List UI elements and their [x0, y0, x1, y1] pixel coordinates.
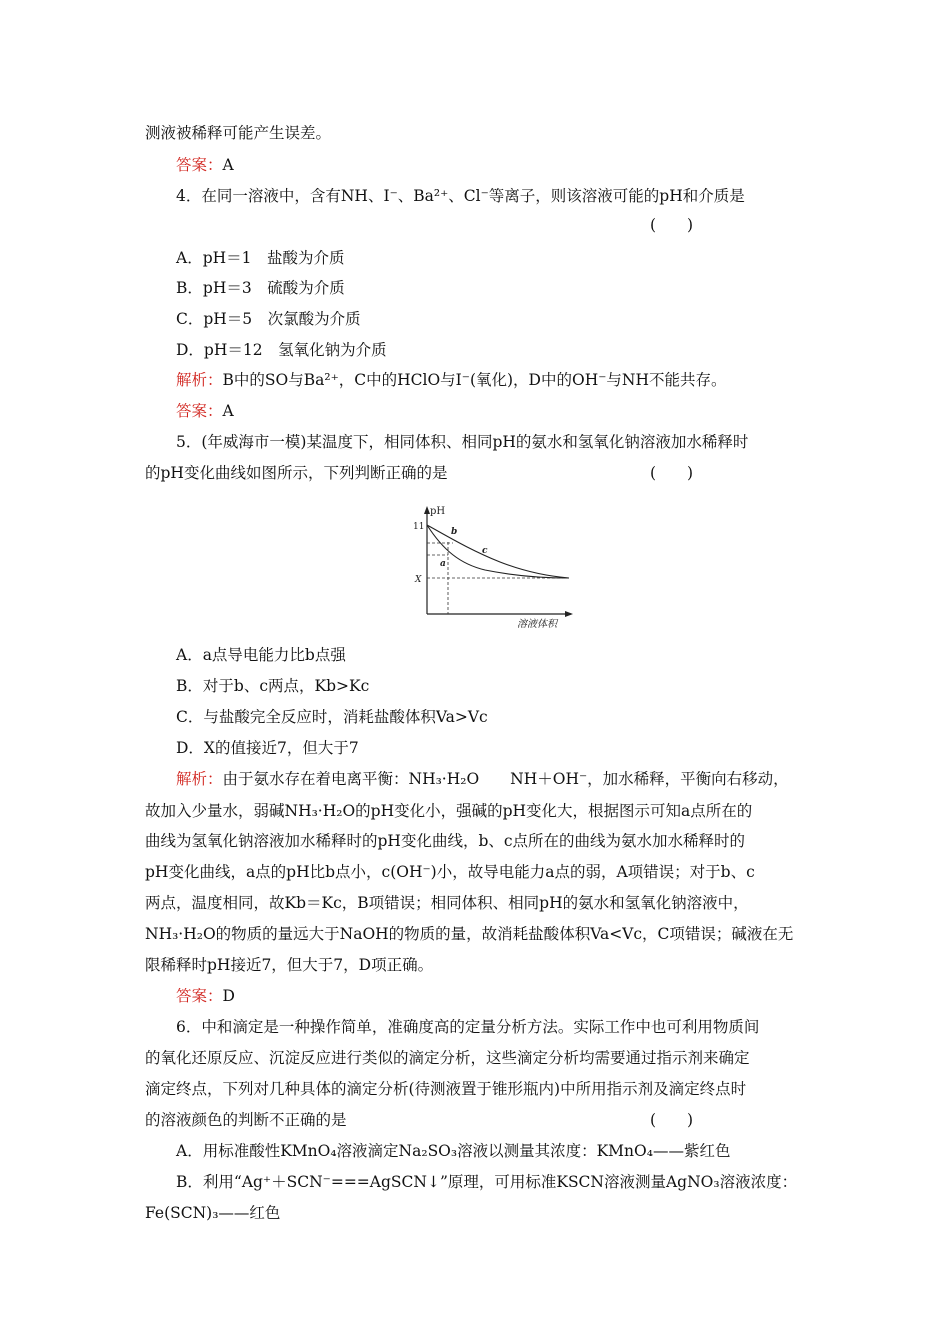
option-b: B．利用“Ag⁺＋SCN⁻===AgSCN↓”原理，可用标准KSCN溶液测量AgNO₃溶液浓度： — [176, 1173, 798, 1191]
y-tick-11: 11 — [413, 522, 425, 532]
explanation-5-line3: 曲线为氢氧化钠溶液加水稀释时的pH变化曲线，b、c点所在的曲线为氨水加水稀释时的 — [145, 832, 746, 850]
explanation-5-line4: pH变化曲线，a点的pH比b点小，c(OH⁻)小，故导电能力a点的弱，A项错误；对于b、c — [145, 863, 755, 881]
answer-label: 答案： — [176, 402, 223, 420]
question-5-line2: 的pH变化曲线如图所示，下列判断正确的是 — [145, 464, 448, 482]
option-a: A．用标准酸性KMnO₄溶液滴定Na₂SO₃溶液以测量其浓度：KMnO₄——紫红色 — [176, 1142, 731, 1160]
explanation-5-line6: NH₃·H₂O的物质的量远大于NaOH的物质的量，故消耗盐酸体积Va<Vc，C项错误；碱液在无 — [145, 925, 794, 943]
y-axis-label: pH — [430, 506, 446, 517]
answer-4 — [176, 399, 846, 423]
point-b-label: b — [451, 527, 458, 537]
x-axis-arrow — [565, 611, 573, 617]
curve-naoh — [427, 525, 569, 578]
question-5-line1: 5．(年威海市一模)某温度下，相同体积、相同pH的氨水和氢氧化钠溶液加水稀释时 — [176, 433, 749, 451]
option-c: C．与盐酸完全反应时，消耗盐酸体积Va>Vc — [176, 708, 488, 726]
option-b: B．对于b、c两点，Kb>Kc — [176, 677, 370, 695]
answer-value: D — [222, 987, 235, 1005]
option-d: D．pH＝12 氢氧化钠为介质 — [176, 341, 387, 359]
explanation-5-line1 — [176, 767, 846, 791]
question-4: 4．在同一溶液中，含有NH、I⁻、Ba²⁺、Cl⁻等离子，则该溶液可能的pH和介质是 — [176, 187, 745, 205]
option-a: A．pH＝1 盐酸为介质 — [176, 249, 345, 267]
point-a-label: a — [440, 559, 446, 569]
explanation-5-line5: 两点，温度相同，故Kb＝Kc，B项错误；相同体积、相同pH的氨水和氢氧化钠溶液中， — [145, 894, 749, 912]
answer-3 — [176, 153, 846, 177]
question-6-line4: 的溶液颜色的判断不正确的是 — [145, 1111, 347, 1129]
answer-value: A — [222, 156, 234, 174]
explanation-label: 解析： — [176, 770, 223, 788]
answer-value: A — [222, 402, 234, 420]
option-a: A．a点导电能力比b点强 — [176, 646, 346, 664]
explanation-label: 解析： — [176, 371, 223, 389]
point-c-label: c — [482, 546, 488, 556]
question-6-line1: 6．中和滴定是一种操作简单，准确度高的定量分析方法。实际工作中也可利用物质间 — [176, 1018, 760, 1036]
explanation-4 — [176, 368, 846, 392]
option-b-cont: Fe(SCN)₃——红色 — [145, 1204, 281, 1222]
answer-paren: ( ) — [650, 464, 694, 482]
explanation-5-line2: 故加入少量水，弱碱NH₃·H₂O的pH变化小，强碱的pH变化大，根据图示可知a点所在的 — [145, 802, 753, 820]
explanation-text: 由于氨水存在着电离平衡：NH₃·H₂O NH＋OH⁻，加水稀释，平衡向右移动， — [222, 770, 789, 788]
ph-dilution-figure — [405, 502, 577, 632]
answer-label: 答案： — [176, 156, 223, 174]
text-line: 测液被稀释可能产生误差。 — [145, 124, 332, 142]
question-6-line3: 滴定终点，下列对几种具体的滴定分析(待测液置于锥形瓶内)中所用指示剂及滴定终点时 — [145, 1080, 747, 1098]
option-d: D．X的值接近7，但大于7 — [176, 739, 359, 757]
answer-paren: ( ) — [650, 1111, 694, 1129]
explanation-5-line7: 限稀释时pH接近7，但大于7，D项正确。 — [145, 956, 434, 974]
option-c: C．pH＝5 次氯酸为介质 — [176, 310, 361, 328]
answer-paren: ( ) — [650, 216, 694, 234]
x-axis-label: 溶液体积 — [517, 619, 557, 630]
option-b: B．pH＝3 硫酸为介质 — [176, 279, 345, 297]
y-tick-x: X — [415, 575, 422, 585]
explanation-text: B中的SO与Ba²⁺，C中的HClO与I⁻(氧化)，D中的OH⁻与NH不能共存。 — [222, 371, 727, 389]
question-6-line2: 的氧化还原反应、沉淀反应进行类似的滴定分析，这些滴定分析均需要通过指示剂来确定 — [145, 1049, 750, 1067]
answer-label: 答案： — [176, 987, 223, 1005]
answer-5 — [176, 984, 846, 1008]
